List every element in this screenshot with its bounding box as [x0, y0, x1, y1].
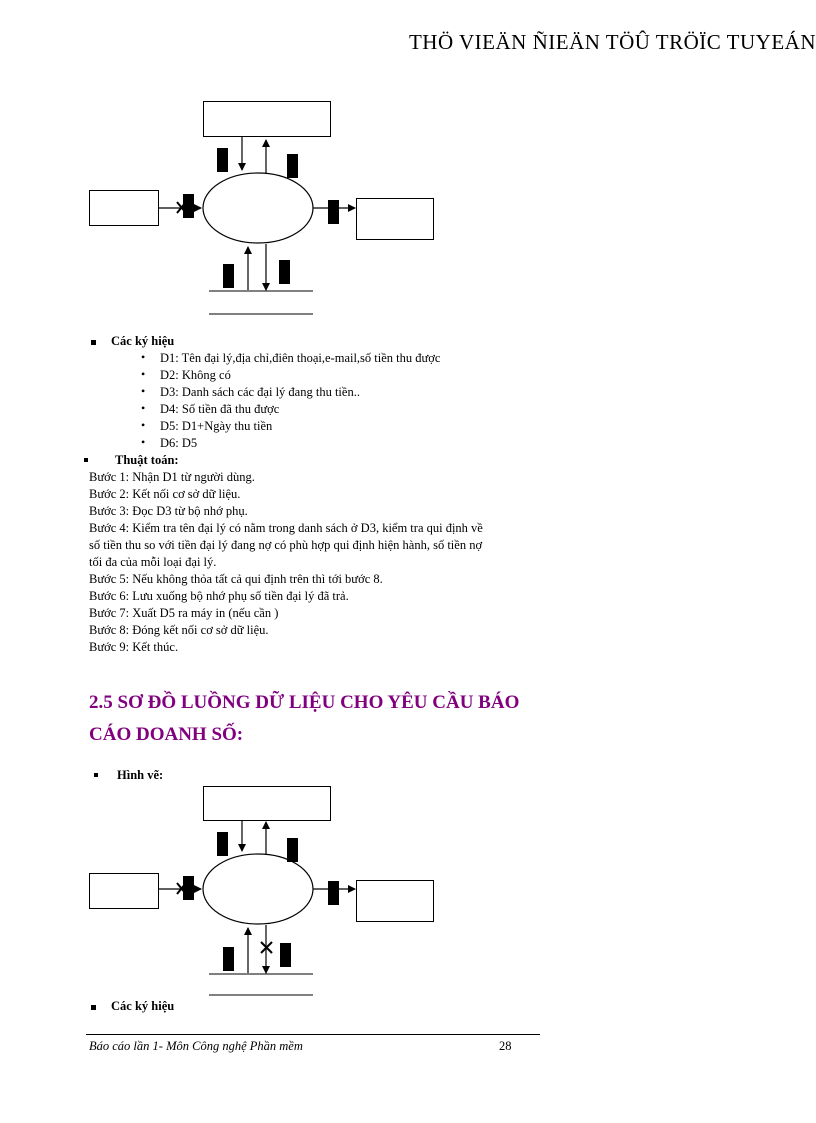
top-entity-box: [203, 786, 331, 821]
page-number: 28: [499, 1039, 512, 1053]
list-bullet: •: [141, 367, 146, 381]
list-bullet: •: [141, 350, 146, 364]
step-line: Bước 4: Kiểm tra tên đại lý có nằm trong danh sách ở D3, kiểm tra qui định về: [89, 521, 483, 535]
label-block: [183, 876, 194, 900]
label-block: [328, 881, 339, 905]
step-line: Bước 3: Đọc D3 từ bộ nhớ phụ.: [89, 504, 248, 518]
list-bullet: •: [141, 435, 146, 449]
section-heading-line2: CÁO DOANH SỐ:: [89, 724, 244, 745]
list-item: D6: D5: [160, 436, 198, 450]
step-line: tối đa của mỗi loại đại lý.: [89, 555, 217, 569]
list-bullet: •: [141, 384, 146, 398]
step-line: Bước 2: Kết nối cơ sở dữ liệu.: [89, 487, 241, 501]
figure-label: Hình vẽ:: [117, 768, 164, 782]
label-block: [287, 838, 298, 862]
list-item: D4: Số tiền đã thu được: [160, 402, 280, 416]
step-line: số tiền thu so với tiền đại lý đang nợ có phù hợp qui định hiện hành, số tiền nợ: [89, 538, 483, 552]
step-line: Bước 1: Nhận D1 từ người dùng.: [89, 470, 255, 484]
footer-text: Báo cáo lần 1- Môn Công nghệ Phần mềm: [89, 1039, 303, 1053]
step-line: Bước 5: Nếu không thỏa tất cả qui định trên thì tới bước 8.: [89, 572, 383, 586]
list-item: D1: Tên đại lý,địa chỉ,điên thoại,e-mail,số tiền thu được: [160, 351, 441, 365]
bullet-square: [91, 1005, 96, 1010]
step-line: Bước 7: Xuất D5 ra máy in (nếu cần ): [89, 606, 279, 620]
section-heading-line1: 2.5 SƠ ĐỒ LUỒNG DỮ LIỆU CHO YÊU CẦU BÁO: [89, 692, 520, 713]
label-block: [217, 832, 228, 856]
list-item: D2: Không có: [160, 368, 231, 382]
list-item: D3: Danh sách các đại lý đang thu tiền..: [160, 385, 360, 399]
user-entity-box: [89, 873, 159, 909]
symbols-heading-2: Các ký hiệu: [111, 999, 175, 1013]
output-entity-box: [356, 880, 434, 922]
label-block: [280, 943, 291, 967]
process-ellipse: [203, 854, 313, 924]
step-line: Bước 8: Đóng kết nối cơ sở dữ liệu.: [89, 623, 269, 637]
footer-rule: [86, 1034, 540, 1035]
list-bullet: •: [141, 401, 146, 415]
step-line: Bước 6: Lưu xuống bộ nhớ phụ số tiền đại lý đã trả.: [89, 589, 349, 603]
header-title: THÖ VIEÄN ÑIEÄN TÖÛ TRÖÏC TUYEÁN: [408, 30, 816, 54]
list-item: D5: D1+Ngày thu tiền: [160, 419, 273, 433]
algorithm-heading: Thuật toán:: [115, 453, 179, 467]
symbols-heading: Các ký hiệu: [111, 334, 175, 348]
label-block: [223, 947, 234, 971]
list-bullet: •: [141, 418, 146, 432]
step-line: Bước 9: Kết thúc.: [89, 640, 179, 654]
